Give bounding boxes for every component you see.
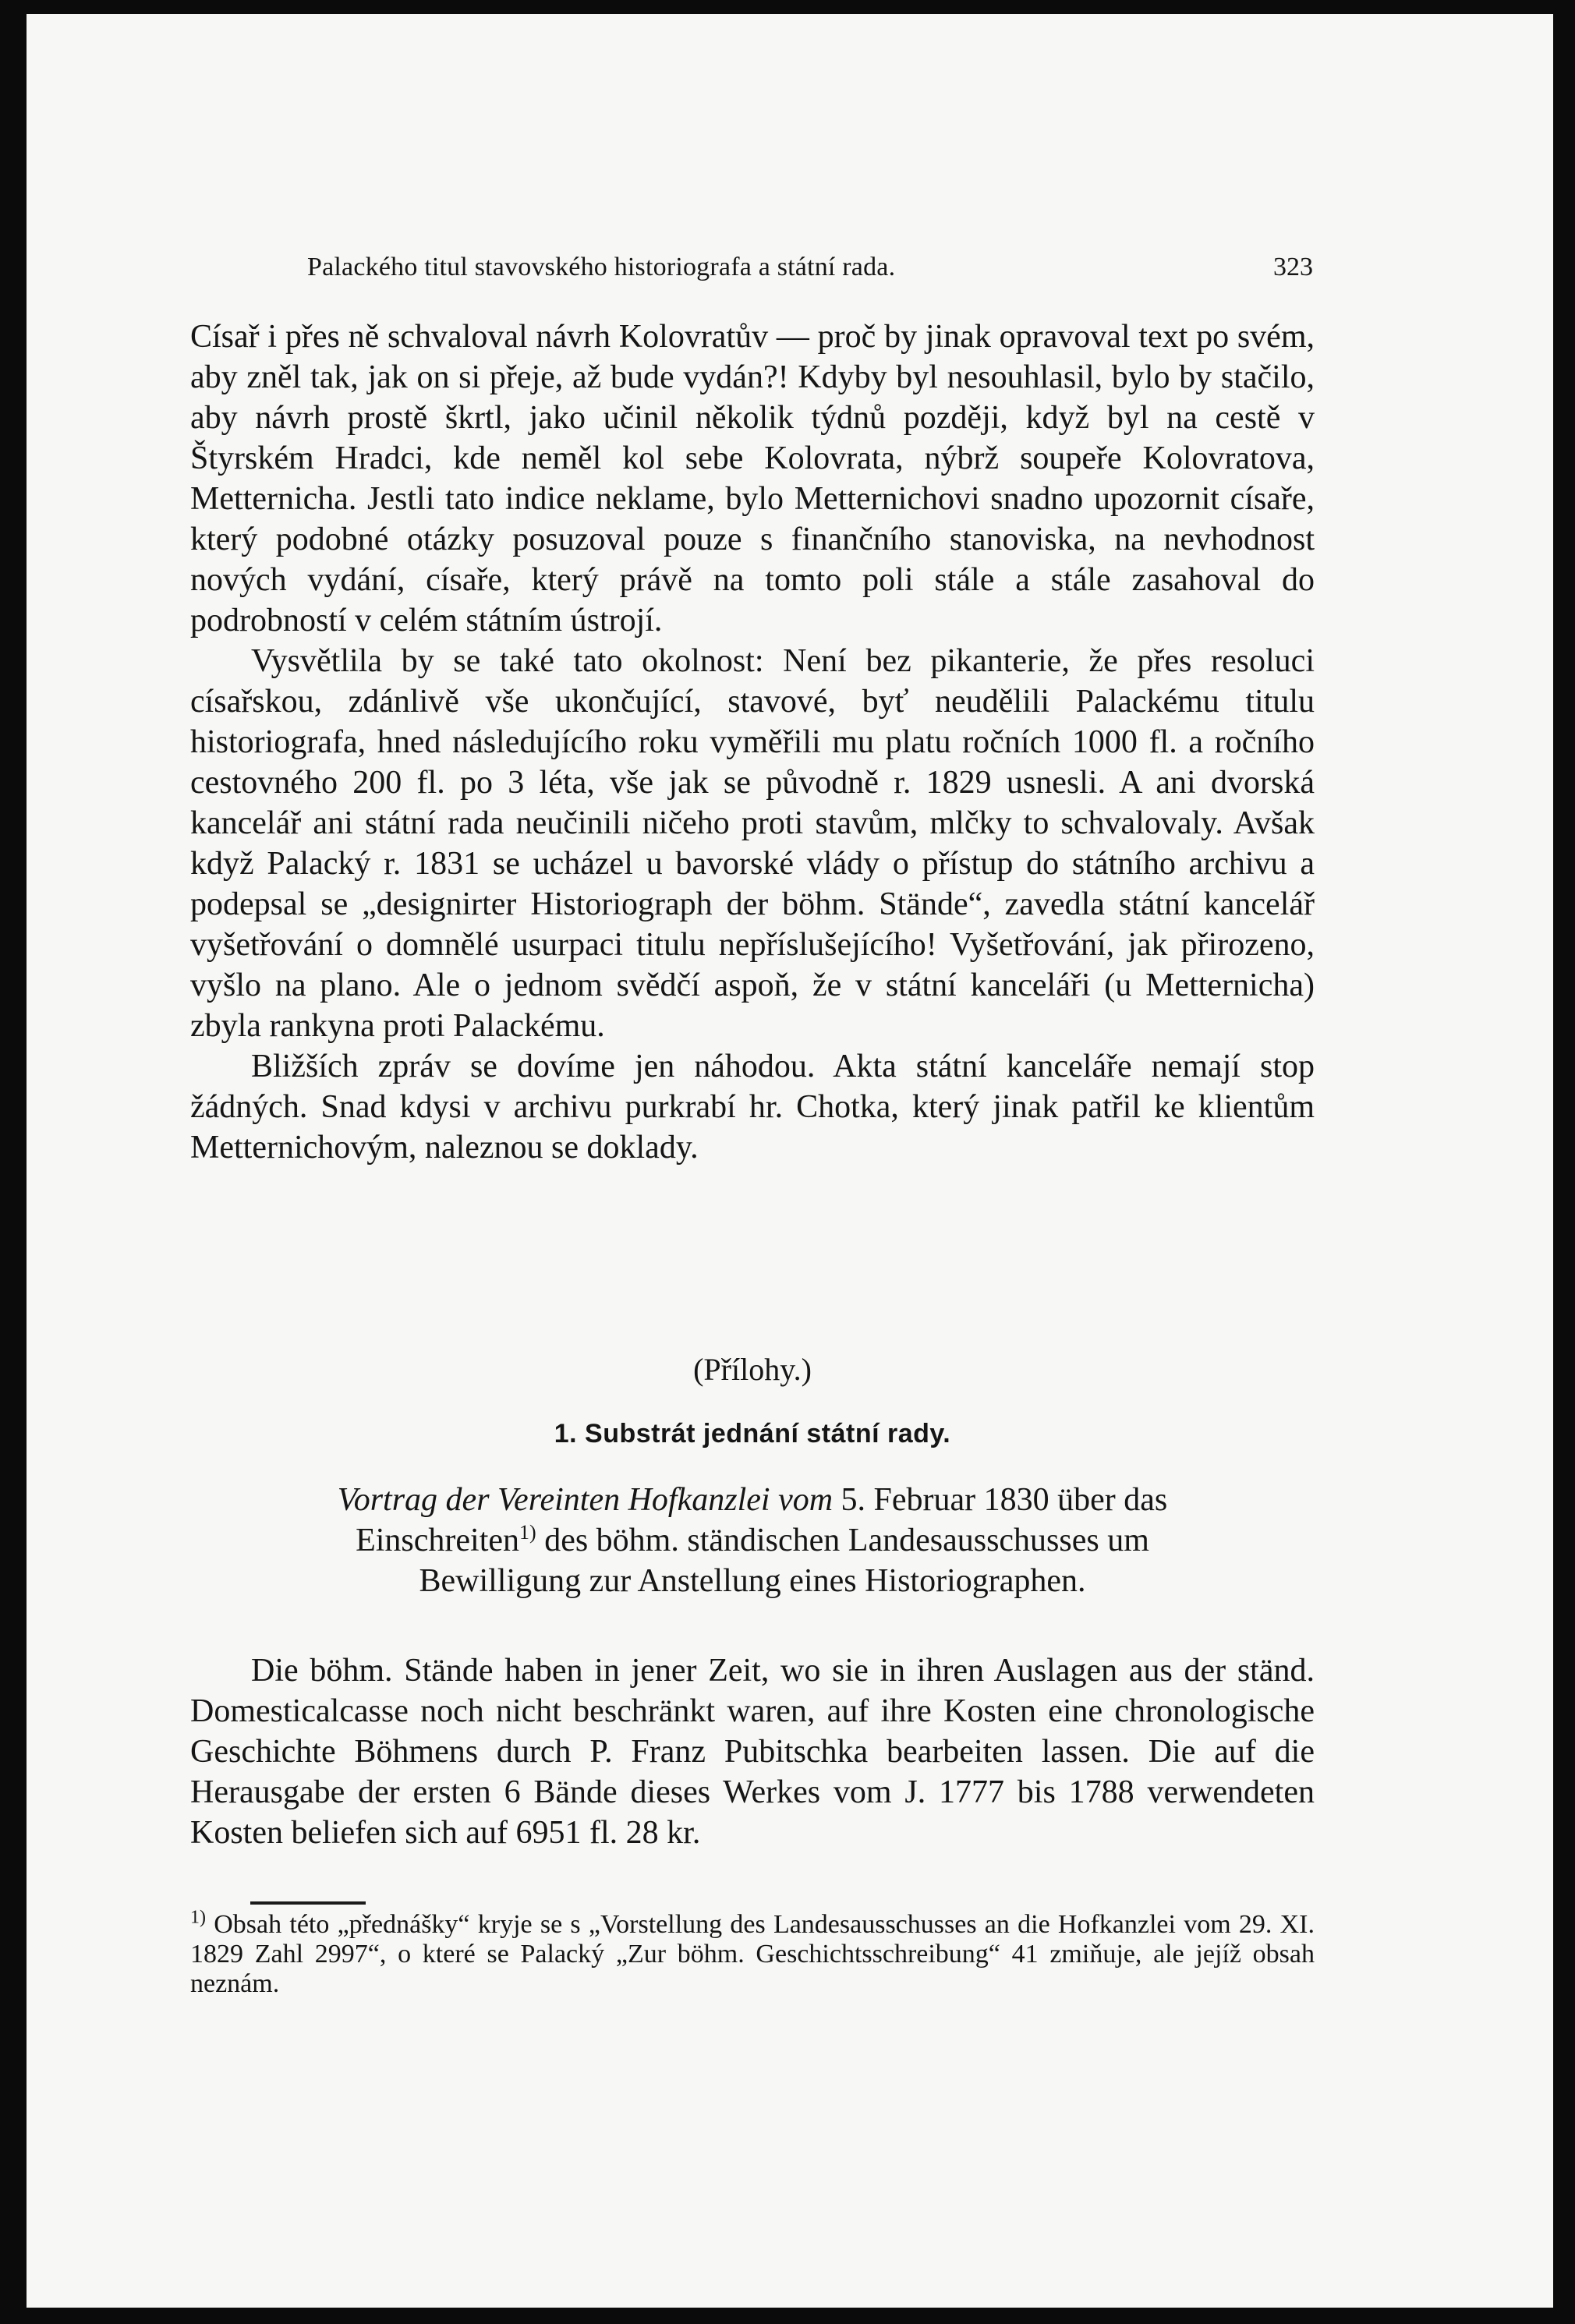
footnote: [190, 1907, 1315, 1999]
running-title: Palackého titul stavovského historiografa a státní rada.: [307, 253, 896, 281]
page-number: 323: [1273, 253, 1313, 281]
footnote-reference: 1): [519, 1521, 536, 1544]
main-text: [190, 317, 1315, 1168]
appendix-text: [190, 1650, 1315, 1853]
footnote-text: Obsah této „přednášky“ kryje se s „Vorstellung des Landesausschusses an die Hofkanzlei vom 29. XI. 1829 Zahl 2997“, o které se Palacký „Zur böhm. Geschichtsschreibung“ 41 zmiňuje, ale jejíž obsah neznám.: [190, 1910, 1315, 1998]
footnote-mark: 1): [190, 1907, 206, 1928]
book-page: [27, 14, 1553, 2308]
footnote-rule: [250, 1901, 366, 1905]
paragraph-1: Císař i přes ně schvaloval návrh Kolovratův — proč by jinak opravoval text po svém, aby zněl tak, jak on si přeje, až bude vydán?! Kdyby byl nesouhlasil, bylo by stačilo, aby návrh prostě škrtl, jako učinil několik týdnů později, když byl na cestě v Štyrském Hradci, kde neměl kol sebe Kolovrata, nýbrž soupeře Kolovratova, Metternicha. Jestli tato indice neklame, bylo Metternichovi snadno upozornit císaře, který podobné otázky posuzoval pouze s finančního stanoviska, na nevhodnost nových vydání, císaře, který právě na tomto poli stále a stále zasahoval do podrobností v celém státním ústrojí.: [190, 319, 1315, 638]
running-header: [307, 248, 1313, 287]
paragraph-2: Vysvětlila by se také tato okolnost: Není bez pikanterie, že přes resoluci císařskou, zdánlivě vše ukončující, stavové, byť neudělili Palackému titulu historiografa, hned následujícího roku vyměřili mu platu ročních 1000 fl. a ročního cestovného 200 fl. po 3 léta, vše jak se původně r. 1829 usnesli. A ani dvorská kancelář ani státní rada neučinili ničeho proti stavům, mlčky to schvalovaly. Avšak když Palacký r. 1831 se ucházel u bavorské vlády o přístup do státního archivu a podepsal se „designirter Historiograph der böhm. Stände“, zavedla státní kancelář vyšetřování o domnělé usurpaci titulu nepříslušejícího! Vyšetřování, jak přirozeno, vyšlo na plano. Ale o jednom svědčí aspoň, že v státní kanceláři (u Metternicha) zbyla rankyna proti Palackému.: [190, 643, 1315, 1044]
paragraph-4: Die böhm. Stände haben in jener Zeit, wo sie in ihren Auslagen aus der ständ. Domesticalcasse noch nicht beschränkt waren, auf ihre Kosten eine chronologische Geschichte Böhmens durch P. Franz Pubitschka bearbeiten lassen. Die auf die Herausgabe der ersten 6 Bände dieses Werkes vom J. 1777 bis 1788 verwendeten Kosten beliefen sich auf 6951 fl. 28 kr.: [190, 1653, 1315, 1851]
decree-text-1: 5. Februar 1830 über das Einschreiten: [356, 1482, 1168, 1558]
document-title: 1. Substrát jednání státní rady.: [554, 1419, 951, 1449]
appendix-heading: (Přílohy.): [693, 1352, 812, 1387]
decree-text-2: des böhm. ständischen Landesausschusses um Bewilligung zur Anstellung eines Historiographen.: [419, 1523, 1149, 1599]
decree-caption: [288, 1480, 1217, 1601]
paragraph-3: Bližších zpráv se dovíme jen náhodou. Akta státní kanceláře nemají stop žádných. Snad kdysi v archivu purkrabí hr. Chotka, který jinak patřil ke klientům Metternichovým, naleznou se doklady.: [190, 1049, 1315, 1166]
decree-italic: Vortrag der Vereinten Hofkanzlei vom: [337, 1482, 834, 1518]
